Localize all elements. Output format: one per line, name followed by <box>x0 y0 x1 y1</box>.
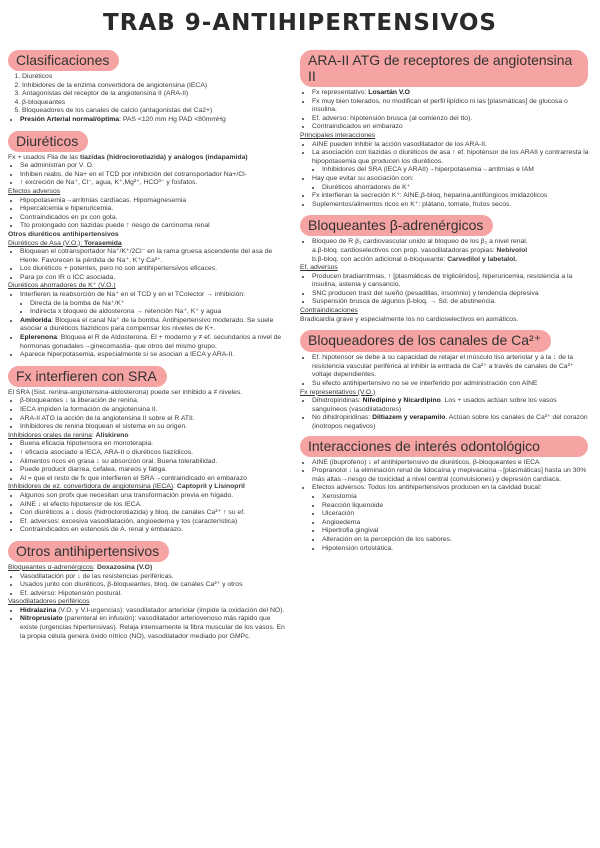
list-item: • β-bloqueantes ↓ la liberación de renina. <box>20 397 290 406</box>
list-item: • Alimentos ricos en grasa ↓ su absorción oral. Buena tolerabilidad. <box>20 458 290 467</box>
list-item: • ↑ eficacia asociado a IECA, ARA-II o diuréticos tiazídicos. <box>20 449 290 458</box>
list-item: • Ulceración <box>322 510 592 519</box>
dihidro-bold: Nifedipino y Nicardipino <box>362 397 441 405</box>
presion-list <box>8 116 290 125</box>
otros-diureticos-heading <box>8 231 290 240</box>
asa-list <box>8 248 290 282</box>
heading-ara: ARA-II ATG de receptores de angiotensina II <box>300 50 588 87</box>
diureticos-intro <box>8 154 290 163</box>
ara-evitar-sublist <box>312 184 592 193</box>
heading-clasificaciones: Clasificaciones <box>8 50 119 71</box>
nodihidro-bold: Diltiazem y verapamilo <box>372 414 446 422</box>
ieca-bold: Captopril y Lisinopril <box>176 483 245 491</box>
renina-heading-text: Inhibidores orales de renina <box>8 431 92 439</box>
ara-evitar: Hay que evitar su asociación con: <box>312 174 414 182</box>
ahorradores-sublist <box>20 300 290 317</box>
list-item: • SNC producen trast del sueño (pesadillas, insomnio) y tendencia depresiva <box>312 290 592 299</box>
renina-list <box>8 440 290 483</box>
beta-a-bold: Nebivolol <box>496 246 528 254</box>
fx-sra-intro: El SRA (Sist. renina-angiotensina-aldosterona) puede ser inhibido a ≠ niveles. <box>8 388 243 396</box>
nodihidro-lead: No dihidropiridinas: <box>312 414 373 422</box>
beta-b-lead: b.β-bloq. con acción adicional α-bloqueante: <box>312 255 448 263</box>
dihidro-text: . Los + usados actúan sobre los vasos sanguíneos (vasodilatadores) <box>312 397 557 413</box>
list-item: • Producen bradiarritmias, ↑ [plasmáticas de triglicéridos], hiperuricemia, resistencia a la insulina, astenia y cansancio. <box>312 273 592 290</box>
list-item: • AINE pueden inhibir la acción vasodilatador de los ARA-II. <box>312 141 592 150</box>
alfa-heading: Bloqueantes α-adrenérgicos: Doxazosina (V.O) <box>8 563 153 571</box>
list-item: • Puede producir diarrea, cefalea, mareos y fatiga. <box>20 466 290 475</box>
list-item: • Directa de la bomba de Na⁺/K⁺ <box>30 300 290 309</box>
asa-heading <box>8 240 290 249</box>
heading-odonto: Interacciones de interés odontológico <box>300 436 588 457</box>
list-item: 5. Bloqueadores de los canales de calcio (antagonistas del Ca2+) <box>22 107 290 116</box>
list-item: • Los diuréticos + potentes, pero no son antihipertensivos eficaces. <box>20 265 290 274</box>
list-item: • Reacción liquenoide <box>322 502 592 511</box>
list-item: 1. Diuréticos <box>22 73 290 82</box>
beta-a <box>300 247 592 256</box>
list-item: • Indirecta x bloqueo de aldosterona → retención Na⁺, K⁺ y agua <box>30 308 290 317</box>
list-item: • Inhibidores del SRA (IECA y ARAII)→hiperpotasemia→arritmias e IAM <box>322 166 592 175</box>
nitro-text: (parenteral en infusión): vasodilatador arteriovenoso más rápido que existe (urgencias hipertensivas). Relaja intensamente la fibra muscular de los vasos. En la propia célula genera óxido nítrico (NO), vasodilatador mediado por GMPc. <box>20 615 285 640</box>
ahorradores-list <box>8 291 290 360</box>
heading-beta: Bloqueantes β-adrenérgicos <box>300 215 493 236</box>
odonto-efectos: Efectos adversos: Todos los antihipertensivos producen en la cavidad bucal: <box>312 484 542 492</box>
list-item <box>312 414 592 431</box>
calcio-rep-list <box>300 397 592 431</box>
section-beta <box>300 213 592 324</box>
vaso-list <box>8 607 290 641</box>
ahorradores-heading: Diuréticos ahorradores de K⁺ (V.O.) <box>8 282 116 290</box>
list-item: • ARA-II ATG la acción de la angiotensina II sobre el R ATII. <box>20 415 290 424</box>
list-item: • Diuréticos ahorradores de K⁺ <box>322 184 592 193</box>
beta-efectos-heading: Ef. adversos <box>300 264 338 272</box>
section-calcio <box>300 328 592 431</box>
list-item: • Buena eficacia hipotensora en monoterapia. <box>20 440 290 449</box>
efectos-list <box>8 197 290 231</box>
ahorradores-item: Interfieren la reabsorción de Na⁺ en el TCD y en el TColector → inhibición: <box>20 291 246 299</box>
ieca-list <box>8 492 290 535</box>
list-item <box>20 615 290 641</box>
efectos-heading: Efectos adversos <box>8 187 61 195</box>
list-item: • Suspensión brusca de algunos β-bloq. → Sd. de abstinencia. <box>312 298 592 307</box>
hidralazina-text: (V.O. y V.I-urgencias): vasodilatador arteriolar (impide la oxidación del NO). <box>56 606 285 614</box>
list-item: • IECA impiden la formación de angiotensina II. <box>20 406 290 415</box>
section-diureticos <box>8 129 290 360</box>
list-item: • Bloquean el cotransportador Na⁺/K⁺/2Cl⁻ en la rama gruesa ascendente del asa de Henle. Favorecen la pérdida de Na⁺, K⁺y Ca²⁺. <box>20 248 290 265</box>
beta-b-bold: Carvedilol y labetalol. <box>447 255 518 263</box>
vaso-heading: Vasodilatadores periféricos <box>8 598 90 606</box>
intro-lead: Fx + usados Flia de las <box>8 153 80 161</box>
list-item: 2. Inhibidores de la enzima convertidora de angiotensina (IECA) <box>22 82 290 91</box>
heading-fx-sra: Fx interfieren con SRA <box>8 366 167 387</box>
list-item: • Contraindicados en px con gota. <box>20 214 290 223</box>
list-item <box>20 334 290 351</box>
beta-contra-text: Bradicardia grave y especialmente los no cardioselectivos en asmáticos. <box>300 315 519 323</box>
list-item: 3. Antagonistas del receptor de la angiotensina II (ARA-II) <box>22 90 290 99</box>
intro-bold: tiazidas (hidroclorotiazida) y análogos (indapamida) <box>79 153 248 161</box>
list-item: • Hipercalcemia e hiperuricemia. <box>20 205 290 214</box>
amilorida-bold: Amilorida <box>20 316 52 324</box>
list-item: • Hipertrofia gingival <box>322 527 592 536</box>
otros-heading-text: Otros diuréticos antihipertensivos <box>8 230 119 238</box>
section-otros <box>8 539 290 641</box>
nitro-bold: Nitroprusiato <box>20 615 63 623</box>
renina-heading: Inhibidores orales de renina: Aliskireno <box>8 431 129 439</box>
list-item: • Fx interfieran la secreción K⁺: AINE,β-bloq, heparina,antifúngicos imidazólicos <box>312 192 592 201</box>
nodihidro-text: . Actúan sobre los canales de Ca²⁺ del corazón (inotropos negativos) <box>312 414 588 430</box>
left-column <box>8 48 290 645</box>
list-item: • Ef. adverso: Hipotensión postural. <box>20 590 290 599</box>
calcio-rep-heading: Fx representativos (V.O.) <box>300 388 376 396</box>
dihidro-lead: Dihidropiridinas: <box>312 397 363 405</box>
list-item <box>20 116 290 125</box>
list-item: • Fx muy bien tolerados, no modifican el perfil lipídico ni las [plasmáticas] de glucosa o insulina. <box>312 98 592 115</box>
beta-contra-heading: Contraindicaciones <box>300 307 358 315</box>
list-item: • Angioedema <box>322 519 592 528</box>
clasificaciones-list <box>8 73 290 116</box>
section-ara <box>300 50 592 209</box>
ara-inter-sublist <box>312 166 592 175</box>
list-item: • Se administran por V. O. <box>20 162 290 171</box>
list-item <box>20 607 290 616</box>
renina-bold: Aliskireno <box>95 431 129 439</box>
ara-rep-bold: Losartán V.O <box>368 89 410 96</box>
list-item: • Ef. hipotensor se debe a su capacidad de relajar el músculo liso arteriolar y a la ↓ de la resistencia vascular periférica al inhibir la entrada de Ca²⁺ a través de canales de Ca²⁺ voltaje dependientes. <box>312 354 592 380</box>
heading-diureticos: Diuréticos <box>8 131 88 152</box>
asa-bold: Torasemida <box>84 239 122 247</box>
right-column <box>300 48 592 557</box>
section-fx-sra <box>8 364 290 535</box>
odonto-sublist <box>312 493 592 553</box>
hidralazina-bold: Hidralazina <box>20 606 57 614</box>
ara-list <box>300 89 592 132</box>
ara-inter-text: La asociación con tiazidas o diuréticos de asa ↑ ef. hipotensor de los ARAII y contrarresta la hipopotasemia que producen los diuréticos. <box>312 149 589 165</box>
list-item: • Contraindicados en embarazo <box>312 123 592 132</box>
list-item: • Ef. adversos: excesiva vasodilatación, angioedema y tos (característica) <box>20 518 290 527</box>
list-item: • AINE (ibuprofeno) ↓ ef antihipertensivo de diuréticos, β-bloqueantes e IECA <box>312 459 592 468</box>
fx-sra-list <box>8 397 290 431</box>
list-item <box>312 89 592 98</box>
list-item <box>20 317 290 334</box>
beta-efectos-list <box>300 273 592 307</box>
list-item: • Algunos son profx que necesitan una transformación previa en hígado. <box>20 492 290 501</box>
odonto-list <box>300 459 592 554</box>
list-item: • Para px con IR o ICC asociada. <box>20 274 290 283</box>
list-item <box>312 484 592 553</box>
list-item: • Alteración en la percepción de los sabores. <box>322 536 592 545</box>
list-item: • Inhibidores de renina bloquean el sistema en su origen. <box>20 423 290 432</box>
ara-rep-lead: Fx representativo: <box>312 89 369 96</box>
eplerenona-text: : Bloquea el R de Aldosterona. El + moderno y ≠ ef. secundarios a nivel de hormonas gonadales→ginecomastia- que otros del mismo grupo. <box>20 334 282 350</box>
presion-value: : PAS <120 mm Hg PAD <80mmHg <box>119 115 226 123</box>
ara-inter-list <box>300 141 592 210</box>
list-item: 4. β-bloqueantes <box>22 99 290 108</box>
beta-b <box>300 256 592 265</box>
calcio-list <box>300 354 592 388</box>
list-item <box>312 175 592 192</box>
eplerenona-bold: Eplerenona <box>20 334 58 342</box>
section-odonto <box>300 436 592 554</box>
list-item: • Tto prolongado con tiazidas puede ↑ riesgo de carcinoma renal <box>20 222 290 231</box>
list-item: • Vasodilatación por ↓ de las resistencias periféricas. <box>20 573 290 582</box>
ara-inter-heading: Principales interacciones <box>300 131 376 139</box>
list-item: • Xerostomía <box>322 493 592 502</box>
beta-list <box>300 238 592 247</box>
asa-heading-text: Diuréticos de Asa (V.O.): <box>8 239 85 247</box>
list-item <box>20 291 290 317</box>
list-item <box>312 397 592 414</box>
list-item: • Bloqueo de R β₁ cardiovascular unido al bloqueo de los β₂ a nivel renal. <box>312 238 592 247</box>
list-item: • AINE ↓ el efecto hipotensor de los IECA. <box>20 501 290 510</box>
alfa-heading-text: Bloqueantes α-adrenérgicos <box>8 563 94 571</box>
list-item: • Su efecto antihipertensivo no se ve interferido por administración con AINE <box>312 380 592 389</box>
section-clasificaciones <box>8 48 290 125</box>
list-item: • ↑ excreción de Na⁺, Cl⁻, agua, K⁺,Mg²⁺, HCO³⁻ y fosfatos. <box>20 179 290 188</box>
list-item: • Usados junto con diuréticos, β-bloqueantes, bloq. de canales Ca²⁺ y otros <box>20 581 290 590</box>
list-item: • Suplementos/alimentos ricos en K⁺: plátano, tomate, frutos secos. <box>312 201 592 210</box>
list-item: • Contraindicados en estenosis de A. renal y embarazo. <box>20 526 290 535</box>
presion-label: Presión Arterial normal/óptima <box>20 115 120 123</box>
alfa-bold: Doxazosina (V.O) <box>96 563 153 571</box>
list-item: • Al = que el resto de fx que interfieren el SRA→contraindicado en embarazo <box>20 475 290 484</box>
list-item: • Con diuréticos a ↓ dosis (hidroclorotiazida) y bloq. de canales Ca²⁺ ↑ su ef. <box>20 509 290 518</box>
list-item: • Ef. adverso: hipotensión brusca (al comienzo del tto). <box>312 115 592 124</box>
list-item <box>312 149 592 175</box>
ieca-heading: Inhibidores de ez. convertidora de angiotensina (IECA): Captopril y Lisinopril <box>8 483 245 491</box>
beta-a-lead: a.β-bloq. cardioselectivos con prop. vasodilatadoras propias: <box>312 246 497 254</box>
list-item: • Propranolol ↓ la eliminación renal de lidocaína y mepivacaína→[plasmáticas] hasta un 30% más altas→riesgo de toxicidad a nivel central (convulsiones) y depresión cardíaca. <box>312 467 592 484</box>
heading-otros: Otros antihipertensivos <box>8 541 169 562</box>
list-item: • Aparece hiperpotasemia, especialmente si se asocian a IECA y ARA-II. <box>20 351 290 360</box>
page-title: TRAB 9-ANTIHIPERTENSIVOS <box>103 10 497 36</box>
amilorida-text: : Bloquea el canal Na⁺ de la bomba. Antihipertensivo moderado. Se suele asociar a diuréticos tiazídicos para compensar los niveles de K+. <box>20 316 274 333</box>
list-item: • Hipotensión ortostática. <box>322 545 592 554</box>
list-item: • Hipopotasemia→arritmias cardíacas. Hipomagnesemia <box>20 197 290 206</box>
ieca-heading-text: Inhibidores de ez. convertidora de angiotensina (IECA) <box>8 483 174 491</box>
heading-calcio: Bloqueadores de los canales de Ca²⁺ <box>300 330 551 352</box>
diureticos-list <box>8 162 290 188</box>
alfa-list <box>8 573 290 599</box>
list-item: • Inhiben reabs. de Na+ en el TCD por inhibición del cotransportador Na+/Cl- <box>20 171 290 180</box>
